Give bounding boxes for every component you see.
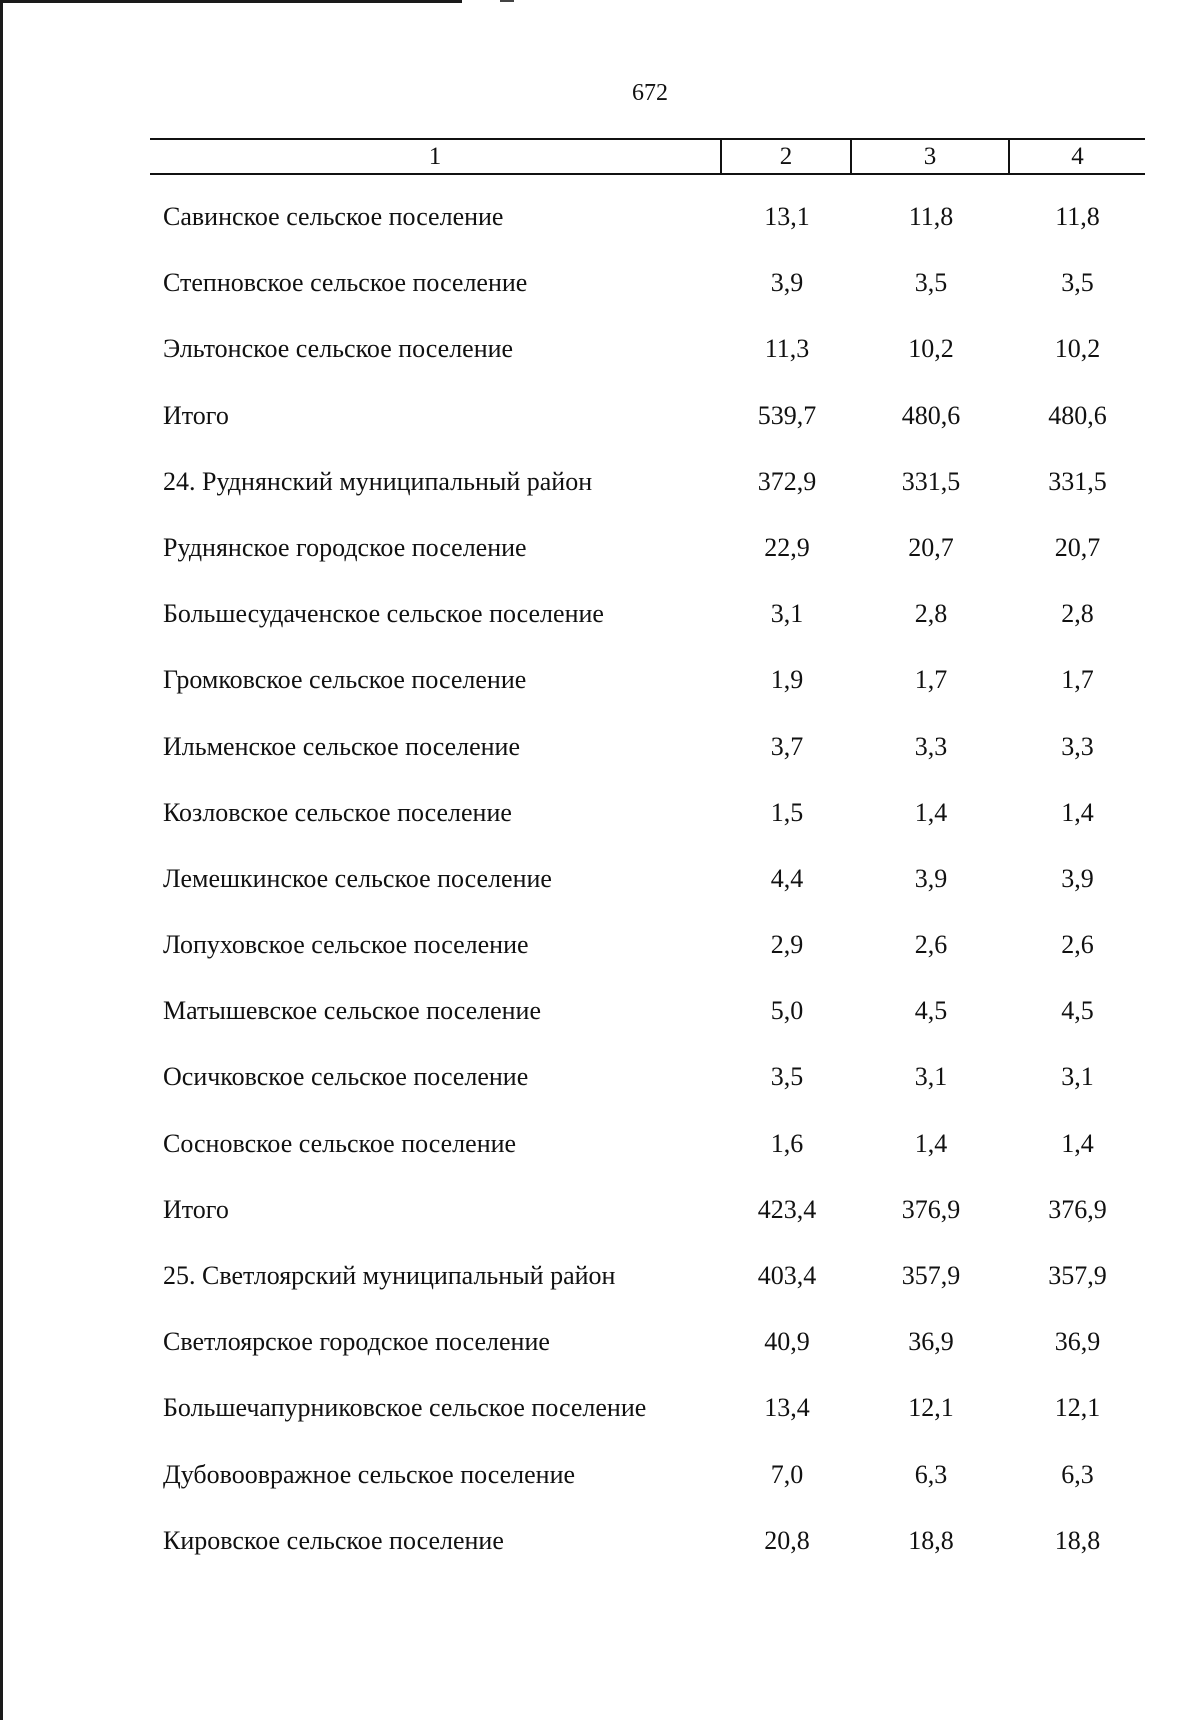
row-value-col-4: 376,9 <box>1048 1194 1107 1224</box>
row-value-col-2: 13,4 <box>764 1393 810 1423</box>
row-value-col-4: 18,8 <box>1054 1525 1101 1555</box>
table-row <box>150 1326 1145 1392</box>
row-value-col-4: 1,4 <box>1061 797 1094 827</box>
table-row <box>150 797 1145 863</box>
table-row <box>150 1260 1145 1326</box>
row-value-col-3: 3,1 <box>914 1062 948 1092</box>
table-row <box>150 1061 1145 1127</box>
scan-mark <box>500 0 514 2</box>
row-name: Светлоярское городское поселение <box>163 1327 550 1357</box>
table-row <box>150 400 1145 466</box>
table-row <box>150 929 1145 995</box>
table-row <box>150 466 1145 532</box>
row-name: Большесудаченское сельское поселение <box>163 599 604 629</box>
row-name: Итого <box>163 1194 229 1224</box>
table-row <box>150 1392 1145 1458</box>
row-value-col-2: 20,8 <box>764 1525 810 1555</box>
row-name: Громковское сельское поселение <box>163 665 527 695</box>
row-name: Лопуховское сельское поселение <box>163 930 529 960</box>
scan-border-top <box>0 0 462 3</box>
row-value-col-3: 1,4 <box>914 1128 948 1158</box>
row-value-col-4: 10,2 <box>1054 334 1101 364</box>
row-name: Ильменское сельское поселение <box>163 731 521 761</box>
row-name: Козловское сельское поселение <box>163 797 512 827</box>
row-value-col-2: 423,4 <box>757 1194 817 1224</box>
table-row <box>150 1194 1145 1260</box>
header-col-1: 1 <box>150 140 722 173</box>
row-value-col-2: 22,9 <box>764 532 810 562</box>
row-value-col-3: 36,9 <box>908 1327 954 1357</box>
row-value-col-2: 2,9 <box>770 930 804 960</box>
row-value-col-3: 480,6 <box>901 400 961 430</box>
row-value-col-3: 10,2 <box>908 334 954 364</box>
table-row <box>150 1459 1145 1525</box>
table-row <box>150 333 1145 399</box>
scan-border-left <box>0 0 3 1720</box>
row-value-col-2: 1,9 <box>770 665 804 695</box>
page-number: 672 <box>632 80 668 106</box>
row-value-col-3: 376,9 <box>901 1194 961 1224</box>
row-value-col-4: 331,5 <box>1048 466 1107 496</box>
table-row <box>150 863 1145 929</box>
row-value-col-3: 6,3 <box>914 1459 948 1489</box>
table-row <box>150 1525 1145 1591</box>
table-row <box>150 201 1145 267</box>
row-value-col-4: 20,7 <box>1054 532 1101 562</box>
table-body <box>150 201 1145 1591</box>
row-value-col-4: 2,8 <box>1061 599 1094 629</box>
row-name: Эльтонское сельское поселение <box>163 334 514 364</box>
row-value-col-4: 2,6 <box>1061 930 1094 960</box>
row-value-col-2: 7,0 <box>770 1459 804 1489</box>
row-value-col-4: 11,8 <box>1055 202 1100 231</box>
row-value-col-3: 3,5 <box>914 268 948 298</box>
row-value-col-3: 20,7 <box>908 532 954 562</box>
row-value-col-3: 2,8 <box>914 599 948 629</box>
row-value-col-3: 11,8 <box>908 202 954 231</box>
row-value-col-4: 36,9 <box>1054 1327 1101 1357</box>
row-name: 24. Руднянский муниципальный район <box>163 466 593 496</box>
row-value-col-4: 1,4 <box>1061 1128 1094 1158</box>
row-value-col-4: 1,7 <box>1061 665 1094 695</box>
row-value-col-2: 1,5 <box>770 797 804 827</box>
row-name: Сосновское сельское поселение <box>163 1128 517 1158</box>
table-row <box>150 267 1145 333</box>
table-header <box>150 138 1145 175</box>
row-name: Дубовоовражное сельское поселение <box>163 1459 576 1489</box>
row-value-col-3: 18,8 <box>908 1525 954 1555</box>
table-row <box>150 532 1145 598</box>
row-name: Осичковское сельское поселение <box>163 1062 529 1092</box>
row-name: Лемешкинское сельское поселение <box>163 863 552 893</box>
row-value-col-4: 4,5 <box>1061 996 1094 1026</box>
row-name: Матышевское сельское поселение <box>163 996 541 1026</box>
row-value-col-3: 12,1 <box>908 1393 954 1423</box>
header-col-3: 3 <box>852 140 1010 173</box>
row-value-col-3: 357,9 <box>901 1261 961 1290</box>
table-row <box>150 1128 1145 1194</box>
row-value-col-3: 1,7 <box>914 665 948 695</box>
row-value-col-3: 2,6 <box>914 930 948 960</box>
row-value-col-4: 12,1 <box>1054 1393 1101 1423</box>
row-name: Савинское сельское поселение <box>163 202 504 231</box>
row-value-col-2: 3,9 <box>770 268 804 298</box>
row-value-col-2: 5,0 <box>770 996 804 1026</box>
row-value-col-2: 3,1 <box>770 599 804 629</box>
table-row <box>150 664 1145 730</box>
header-col-4: 4 <box>1071 143 1084 170</box>
row-value-col-2: 3,5 <box>770 1062 804 1092</box>
row-value-col-2: 1,6 <box>770 1128 804 1158</box>
row-value-col-4: 3,5 <box>1061 268 1094 298</box>
header-col-2: 2 <box>722 140 852 173</box>
row-value-col-4: 6,3 <box>1061 1459 1094 1489</box>
row-value-col-4: 3,3 <box>1061 731 1094 761</box>
row-value-col-4: 3,9 <box>1061 863 1094 893</box>
row-value-col-2: 40,9 <box>764 1327 810 1357</box>
row-name: Руднянское городское поселение <box>163 532 527 562</box>
row-value-col-3: 331,5 <box>901 466 961 496</box>
row-value-col-2: 11,3 <box>764 334 810 364</box>
row-name: Итого <box>163 400 229 430</box>
table-row <box>150 731 1145 797</box>
row-value-col-2: 4,4 <box>770 863 804 893</box>
row-value-col-3: 4,5 <box>914 996 948 1026</box>
row-name: 25. Светлоярский муниципальный район <box>163 1261 616 1290</box>
row-name: Большечапурниковское сельское поселение <box>163 1393 647 1423</box>
row-value-col-2: 13,1 <box>764 202 810 231</box>
row-value-col-4: 480,6 <box>1048 400 1107 430</box>
row-value-col-3: 3,3 <box>914 731 948 761</box>
table-row <box>150 598 1145 664</box>
table-row <box>150 995 1145 1061</box>
row-value-col-2: 403,4 <box>757 1261 817 1290</box>
row-name: Кировское сельское поселение <box>163 1525 504 1555</box>
row-value-col-3: 1,4 <box>914 797 948 827</box>
row-value-col-4: 357,9 <box>1048 1261 1107 1290</box>
row-value-col-4: 3,1 <box>1061 1062 1094 1092</box>
row-value-col-2: 539,7 <box>757 400 817 430</box>
row-value-col-3: 3,9 <box>914 863 948 893</box>
row-value-col-2: 3,7 <box>770 731 804 761</box>
row-value-col-2: 372,9 <box>757 466 817 496</box>
row-name: Степновское сельское поселение <box>163 268 528 298</box>
